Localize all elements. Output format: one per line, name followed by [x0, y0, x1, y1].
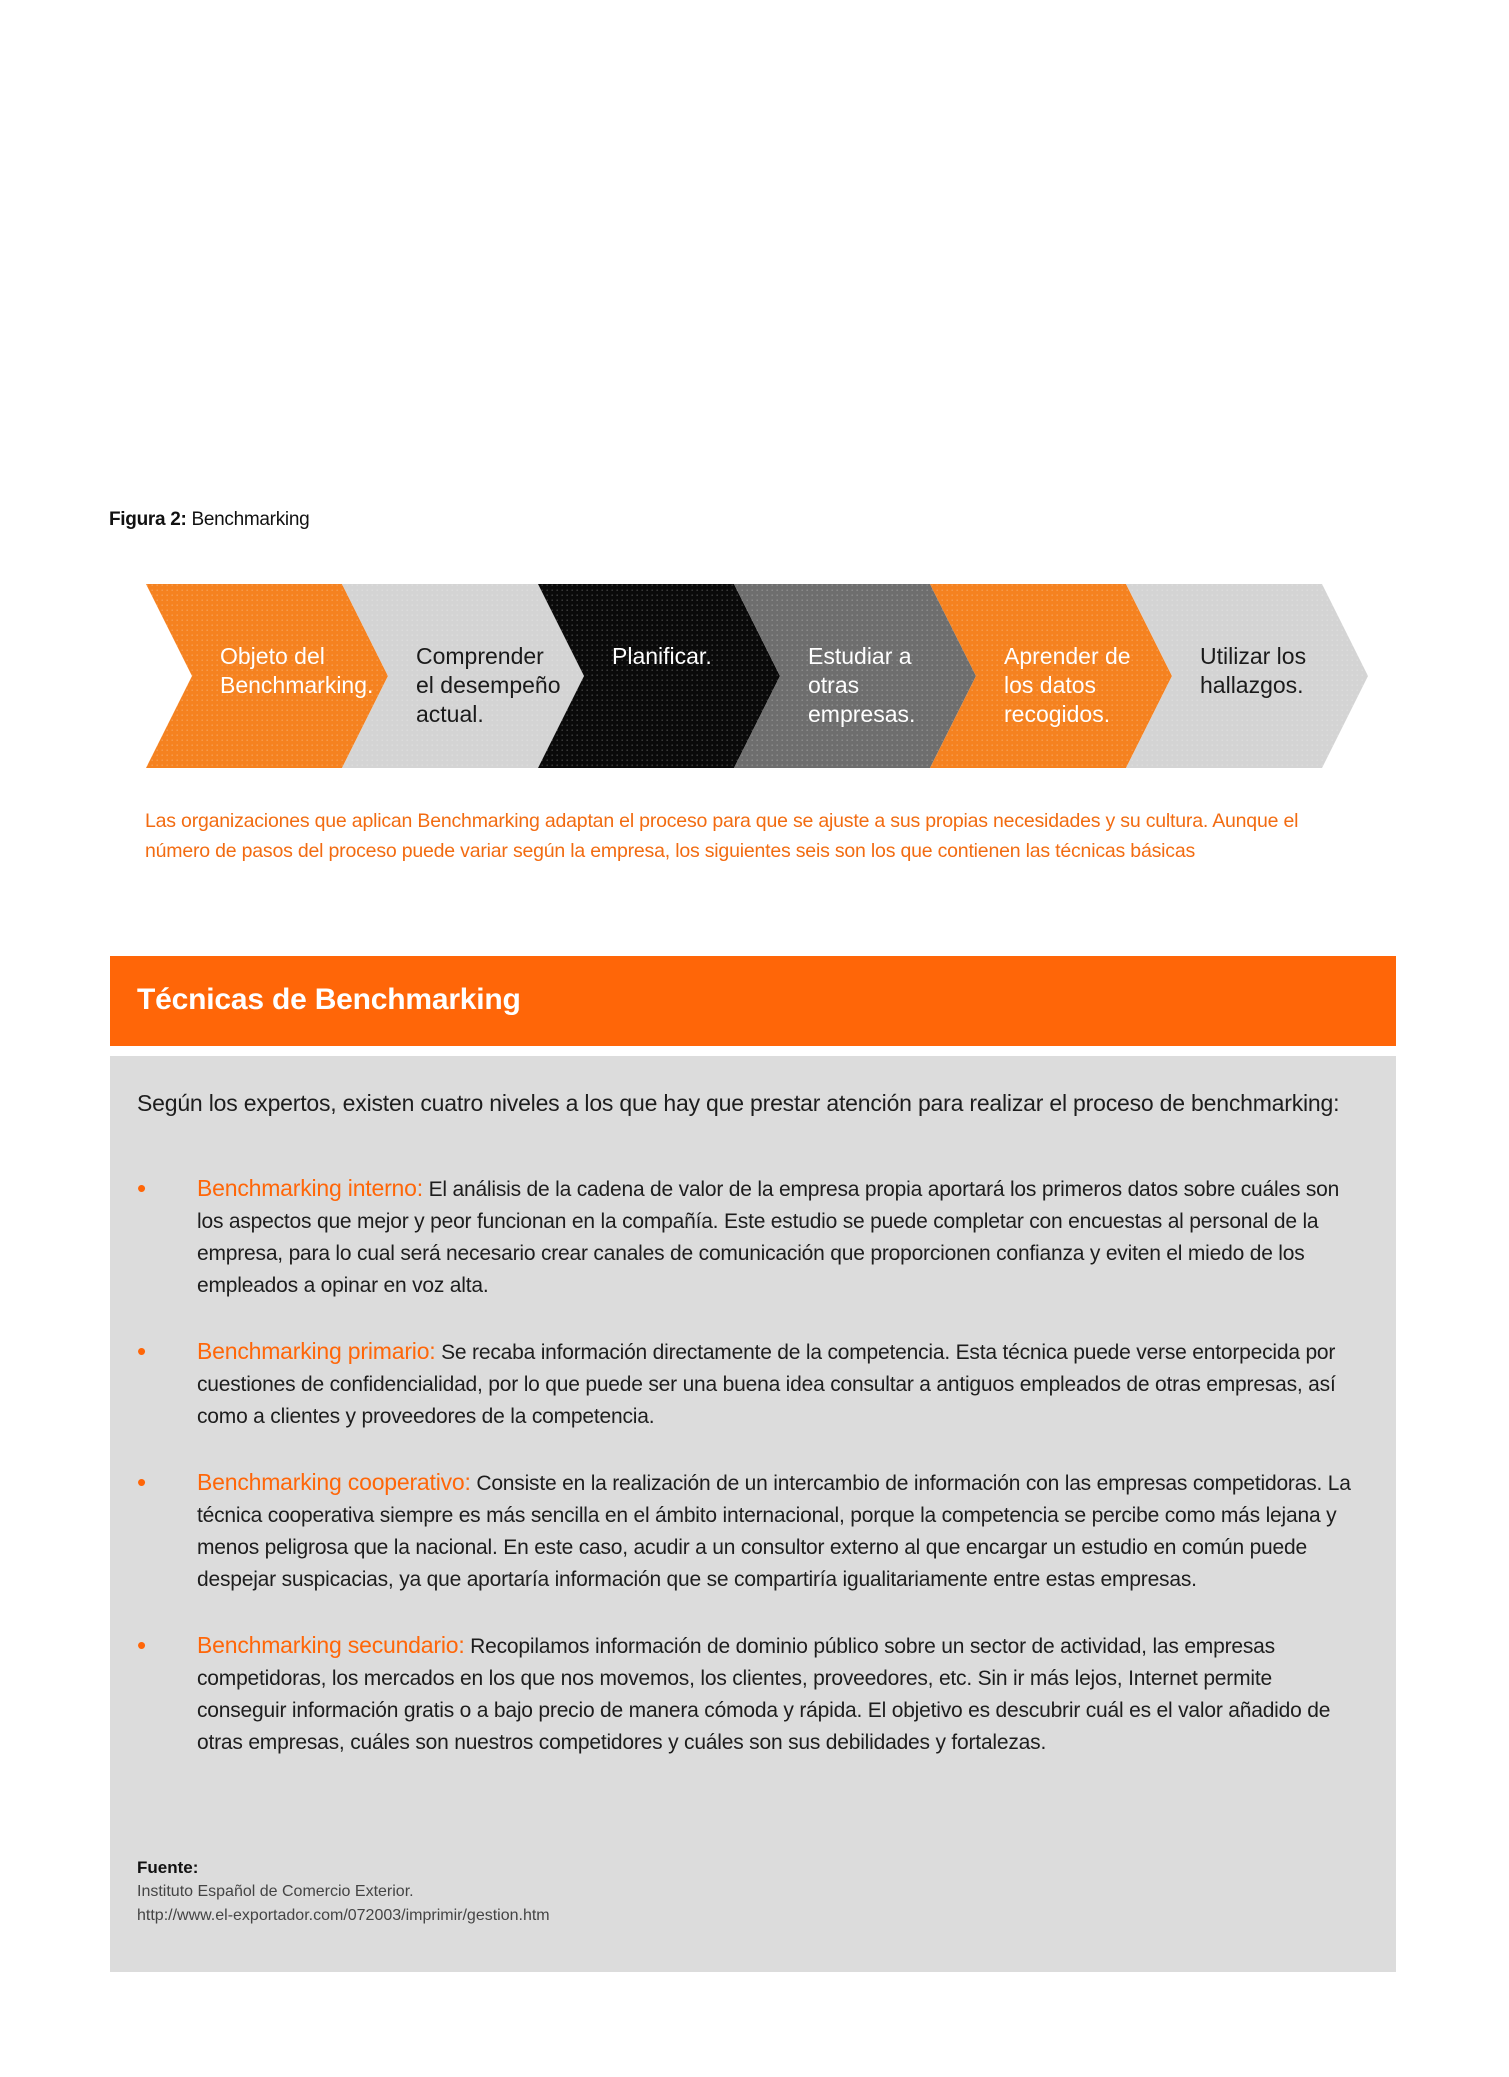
figure-title: Benchmarking	[191, 509, 310, 530]
step-label-line: Objeto del	[220, 643, 325, 669]
figure-caption	[109, 509, 309, 531]
step-label-line: empresas.	[808, 701, 916, 727]
step-label-line: Aprender de	[1004, 643, 1131, 669]
source-url: http://www.el-exportador.com/072003/imprimir/gestion.htm	[137, 1907, 550, 1924]
technique-text: Recopilamos información de dominio público sobre un sector de actividad, las empresas competidoras, los mercados en los que nos movemos, los clientes, proveedores, etc. Sin ir más lejos, Internet permite conseguir información gratis o a bajo precio de manera cómoda y rápida. El objetivo es descubrir cuál es el valor añadido de otras empresas, cuáles son nuestros competidores y cuáles son sus debilidades y fortalezas.	[197, 1635, 1331, 1754]
bullet-icon: •	[137, 1336, 146, 1366]
step-label-line: el desempeño	[416, 672, 561, 698]
bullet-icon: •	[137, 1467, 146, 1497]
lead-text: Según los expertos, existen cuatro niveles a los que hay que prestar atención para realizar el proceso de benchmarking:	[137, 1090, 1340, 1116]
section-title: Técnicas de Benchmarking	[110, 956, 1396, 1046]
intro-note: Las organizaciones que aplican Benchmarking adaptan el proceso para que se ajuste a sus propias necesidades y su cultura. Aunque el número de pasos del proceso puede variar según la empresa, los siguientes seis son los que contienen las técnicas básicas	[145, 810, 1299, 862]
figure-label: Figura 2:	[109, 509, 187, 530]
benchmarking-process-diagram	[146, 584, 1386, 768]
technique-item-cooperativo	[137, 1466, 1366, 1596]
step-label-line: recogidos.	[1004, 701, 1111, 727]
bullet-icon: •	[137, 1173, 146, 1203]
technique-item-interno	[137, 1172, 1366, 1302]
step-label-line: Estudiar a	[808, 643, 912, 669]
source-label: Fuente:	[137, 1858, 199, 1877]
step-label-line: Comprender	[416, 643, 544, 669]
technique-item-secundario	[137, 1629, 1366, 1759]
technique-text: Se recaba información directamente de la competencia. Esta técnica puede verse entorpecida por cuestiones de confidencialidad, por lo que puede ser una buena idea consultar a antiguos empleados de otras empresas, así como a clientes y proveedores de la competencia.	[197, 1341, 1336, 1428]
step-label-line: los datos	[1004, 672, 1097, 698]
source-block	[137, 1856, 550, 1928]
bullet-icon: •	[137, 1630, 146, 1660]
step-label-line: hallazgos.	[1200, 672, 1304, 698]
process-step-1	[146, 584, 388, 768]
step-label-line: Benchmarking.	[220, 672, 374, 698]
technique-term: Benchmarking cooperativo:	[197, 1469, 471, 1495]
technique-term: Benchmarking secundario:	[197, 1632, 465, 1658]
techniques-list	[137, 1172, 1366, 1759]
technique-item-primario	[137, 1335, 1366, 1433]
step-label-line: actual.	[416, 701, 484, 727]
techniques-panel	[110, 1056, 1396, 1972]
technique-text: Consiste en la realización de un intercambio de información con las empresas competidoras. La técnica cooperativa siempre es más sencilla en el ámbito internacional, porque la competencia se percibe como más lejana y menos peligrosa que la nacional. En este caso, acudir a un consultor externo al que encargar un estudio en común puede despejar suspicacias, ya que aportaría información que se compartiría igualitariamente entre estas empresas.	[197, 1472, 1351, 1591]
technique-term: Benchmarking primario:	[197, 1338, 436, 1364]
step-label-line: Utilizar los	[1200, 643, 1307, 669]
step-label-line: otras	[808, 672, 860, 698]
step-label-line: Planificar.	[612, 643, 712, 669]
technique-text: El análisis de la cadena de valor de la empresa propia aportará los primeros datos sobre cuáles son los aspectos que mejor y peor funcionan en la compañía. Este estudio se puede completar con encuestas al personal de la empresa, para lo cual será necesario crear canales de comunicación que proporcionen confianza y eviten el miedo de los empleados a opinar en voz alta.	[197, 1178, 1340, 1297]
source-org: Instituto Español de Comercio Exterior.	[137, 1883, 414, 1900]
technique-term: Benchmarking interno:	[197, 1175, 423, 1201]
